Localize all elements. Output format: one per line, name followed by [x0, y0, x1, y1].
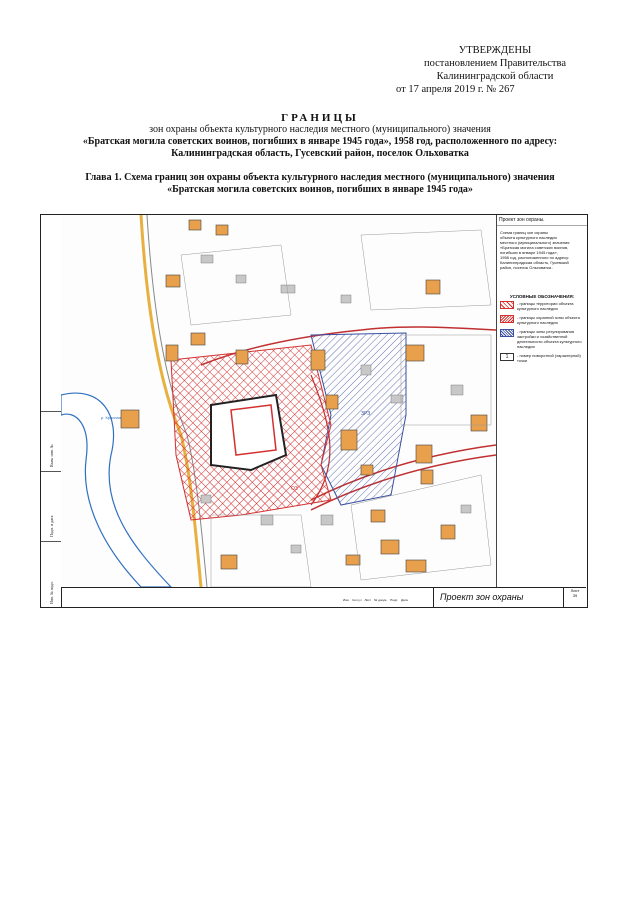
title-stamp: [61, 587, 586, 607]
side-column-2: Подп. и дата: [41, 471, 61, 542]
doc-heading: ГРАНИЦЫ: [281, 112, 359, 124]
site-plan-map: [61, 215, 496, 587]
legend-description: Схема границ зон охраны объекта культурного наследия местного (муниципального) значения «Братская могила советских воинов, погибших в январе 1945 года», 1958 год, расположенного по адресу: Калининградская область, Гусевский район, поселок Ольховатка .: [500, 230, 570, 270]
approval-line-2: постановлением Правительства: [423, 58, 566, 69]
stamp-columns: Изм. Кол.уч Лист № докум. Подп. Дата: [343, 598, 408, 602]
chapter-heading: [40, 172, 600, 196]
point-swatch: 1: [500, 353, 514, 361]
approval-date: от 17 апреля 2019 г. № 267: [396, 84, 515, 95]
protection-swatch: [500, 315, 514, 323]
river-label: р. Красная: [101, 415, 121, 420]
title-block: [40, 112, 600, 160]
chapter-line-1: Глава 1. Схема границ зон охраны объекта культурного наследия местного (муниципального) значения: [85, 172, 555, 183]
regulation-swatch: [500, 329, 514, 337]
approval-line-3: Калининградской области: [436, 71, 554, 82]
stamp-project-label: Проект зон охраны: [433, 588, 570, 607]
legend-header: Проект зон охраны.: [497, 215, 587, 226]
side-column-1: Взам. инв. №: [41, 411, 61, 472]
doc-title-line-1: зон охраны объекта культурного наследия местного (муниципального) значения: [149, 124, 491, 135]
legend-item-point: 1 - номер поворотной (характерной) точки: [497, 351, 587, 365]
territory-swatch: [500, 301, 514, 309]
legend-item-territory: - границы территории объекта культурного наследия: [497, 299, 587, 313]
legend-title: УСЛОВНЫЕ ОБОЗНАЧЕНИЯ:: [509, 294, 575, 299]
doc-title-line-2: «Братская могила советских воинов, погибших в январе 1945 года», 1958 год, расположенного по адресу:: [82, 136, 558, 147]
approval-block: [390, 44, 600, 96]
legend-item-regulation: - границы зоны регулирования застройки и хозяйственной деятельности объекта культурного наследия: [497, 327, 587, 351]
stamp-sheet-number: Лист 39: [563, 588, 586, 607]
map-sheet: [40, 214, 588, 608]
side-columns: [41, 411, 62, 607]
legend-item-protection: - границы охранной зоны объекта культурного наследия: [497, 313, 587, 327]
doc-title-line-3: Калининградская область, Гусевский район, поселок Ольховатка: [171, 148, 469, 159]
legend-panel: [496, 215, 587, 587]
side-column-3: Инв. № подл.: [41, 541, 61, 608]
approval-line-1: УТВЕРЖДЕНЫ: [458, 45, 532, 56]
chapter-line-2: «Братская могила советских воинов, погибших в январе 1945 года»: [167, 184, 473, 195]
zone-label-oz: ОЗ: [291, 486, 298, 492]
zone-label-zrz: ЗРЗ: [361, 411, 371, 417]
